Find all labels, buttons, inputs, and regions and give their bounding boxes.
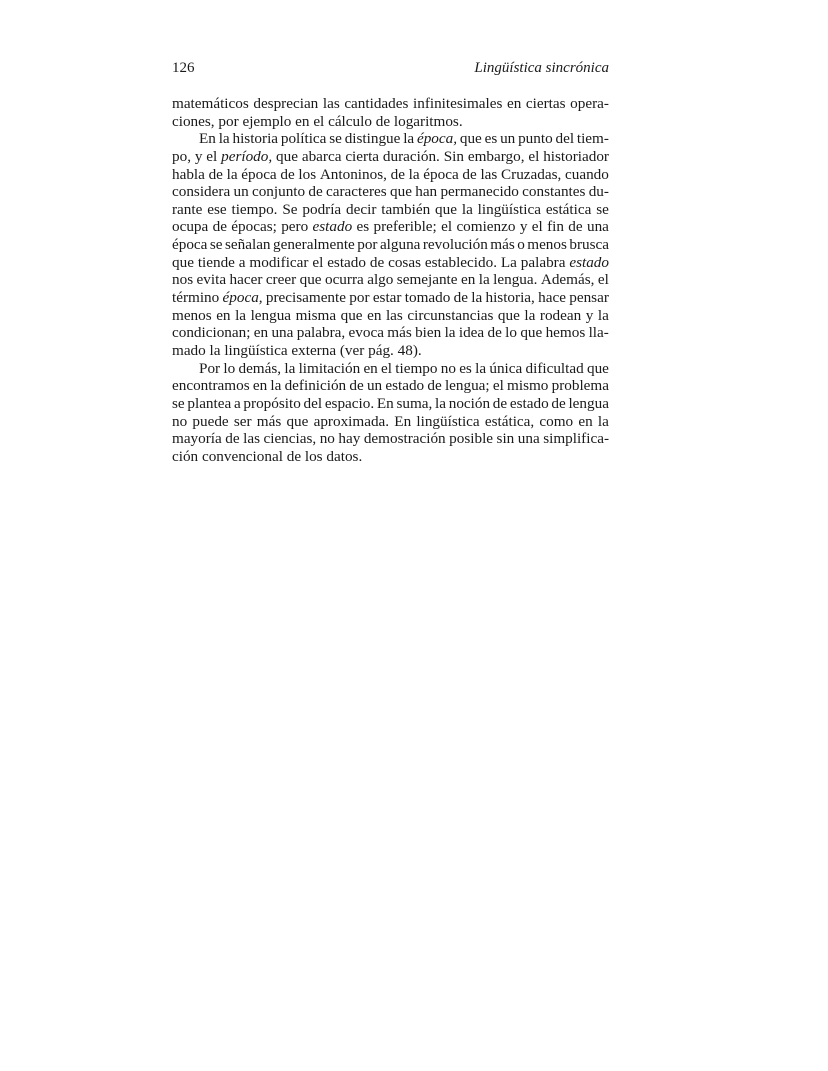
word: lingüística: [477, 200, 541, 218]
word: tiende: [197, 253, 235, 271]
word: Se: [282, 200, 298, 218]
page-number: 126: [172, 60, 195, 76]
word: tiem-: [576, 130, 609, 148]
word: condicionan;: [172, 324, 251, 342]
text-line: [172, 254, 609, 272]
word: en: [460, 271, 476, 289]
word: historiador: [543, 147, 609, 165]
word: comienzo: [456, 218, 516, 236]
word: conjunto: [251, 183, 306, 201]
word: de: [286, 447, 302, 465]
word: las: [243, 430, 260, 448]
text-line: [172, 307, 609, 325]
word: y: [585, 306, 594, 324]
word: se: [209, 236, 223, 254]
word: el: [597, 271, 609, 289]
word: tiempo.: [231, 200, 278, 218]
word: plantea: [187, 394, 232, 412]
word: un: [500, 130, 516, 148]
word: alguna: [379, 236, 421, 254]
word: hacer: [229, 271, 263, 289]
word: no: [440, 359, 456, 377]
text-line: [172, 324, 609, 342]
word: desprecian: [253, 95, 319, 112]
word: evita: [196, 271, 227, 289]
word: la: [475, 359, 487, 377]
word: de: [427, 377, 442, 395]
word: datos.: [326, 447, 363, 465]
word: modificar: [249, 253, 309, 271]
word: suma,: [396, 394, 433, 412]
text-line: [172, 95, 609, 113]
word: como: [539, 412, 574, 430]
word: de: [308, 183, 323, 201]
word: señalan: [224, 236, 271, 254]
word: lla-: [588, 324, 609, 342]
word: período,: [221, 147, 273, 165]
word: menos: [172, 306, 212, 324]
word: en: [216, 306, 231, 324]
word: por: [349, 289, 370, 307]
text-line: [172, 201, 609, 219]
word: cantidades: [344, 95, 409, 112]
word: que: [459, 130, 482, 148]
word: lengua;: [444, 377, 490, 395]
word: en: [578, 412, 593, 430]
word: el: [206, 147, 218, 165]
word: sin: [496, 430, 515, 448]
word: que: [497, 306, 520, 324]
word: noción: [448, 394, 491, 412]
word: precisamente: [265, 289, 346, 307]
word: época,: [222, 289, 263, 307]
word: algo: [367, 271, 394, 289]
word: del: [555, 130, 575, 148]
word: posible: [449, 430, 494, 448]
word: estado: [385, 377, 425, 395]
word: cierta: [345, 147, 380, 165]
word: abarca: [301, 147, 342, 165]
text-line: [172, 113, 609, 131]
word: idea: [458, 324, 485, 342]
word: la: [284, 359, 296, 377]
word: una: [517, 430, 540, 448]
word: menos: [527, 236, 567, 254]
word: ser: [233, 412, 252, 430]
word: han: [415, 183, 438, 201]
word: historia,: [485, 289, 535, 307]
word: lengua.: [493, 271, 538, 289]
word: cosas: [388, 253, 421, 271]
word: del: [303, 394, 323, 412]
word: demostración: [363, 430, 446, 448]
word: opera-: [570, 95, 609, 112]
text-line: [172, 395, 609, 413]
word: de: [369, 253, 385, 271]
word: palabra: [520, 253, 566, 271]
word: es: [484, 130, 498, 148]
word: decir: [346, 200, 377, 218]
text-line: [172, 377, 609, 395]
word: que: [276, 147, 298, 165]
word: estado: [327, 253, 366, 271]
word: la: [403, 130, 415, 148]
word: demás,: [238, 359, 282, 377]
word: estado: [312, 218, 353, 236]
text-line: [172, 413, 609, 431]
word: Antoninos,: [319, 165, 387, 183]
word: época,: [416, 130, 458, 148]
word: bien: [415, 324, 442, 342]
word: la: [524, 306, 536, 324]
word: es: [459, 359, 472, 377]
word: rante: [172, 200, 203, 218]
word: de: [453, 289, 468, 307]
word: estática,: [484, 412, 535, 430]
text-line: [172, 183, 609, 201]
word: no: [319, 430, 335, 448]
word: lingüística: [224, 341, 288, 359]
word: el: [531, 218, 543, 236]
word: la: [218, 130, 230, 148]
word: embargo,: [467, 147, 525, 165]
word: la: [461, 200, 473, 218]
text-line: [172, 448, 609, 466]
word: las: [322, 95, 340, 112]
word: de: [212, 218, 227, 236]
word: en: [367, 306, 382, 324]
word: matemáticos: [172, 95, 249, 112]
word: a: [233, 394, 241, 412]
word: a: [238, 253, 246, 271]
word: ese: [207, 200, 227, 218]
word: en: [253, 324, 269, 342]
text-line: [172, 166, 609, 184]
word: que: [172, 253, 194, 271]
word: no: [172, 412, 188, 430]
word: podría: [302, 200, 342, 218]
word: pág.: [368, 341, 394, 359]
word: pero: [281, 218, 309, 236]
word: simplifica-: [543, 430, 609, 448]
word: más: [387, 324, 412, 342]
running-title: Lingüística sincrónica: [474, 60, 609, 76]
word: de: [492, 394, 508, 412]
word: historia: [232, 130, 279, 148]
word: la: [444, 324, 456, 342]
word: considera: [172, 183, 231, 201]
word: una: [586, 218, 609, 236]
text-line: [172, 236, 609, 254]
word: tiempo: [395, 359, 438, 377]
word: caracteres: [326, 183, 387, 201]
word: punto: [518, 130, 553, 148]
word: de: [551, 394, 566, 412]
word: mismo: [507, 377, 549, 395]
word: por: [357, 236, 378, 254]
word: se: [172, 394, 185, 412]
running-header: [172, 60, 609, 82]
word: la: [408, 165, 420, 183]
word: por: [218, 112, 239, 130]
word: En: [199, 130, 216, 148]
word: época: [423, 165, 459, 183]
text-line: [172, 430, 609, 448]
word: en: [363, 359, 378, 377]
word: la: [597, 412, 609, 430]
word: definición: [284, 377, 347, 395]
word: problema: [551, 377, 609, 395]
word: una: [271, 324, 294, 342]
word: ciertas: [525, 95, 566, 112]
word: nos: [172, 271, 194, 289]
word: duración.: [382, 147, 440, 165]
word: única: [489, 359, 523, 377]
word: ejemplo: [242, 112, 292, 130]
word: propósito: [243, 394, 301, 412]
word: semejante: [396, 271, 458, 289]
word: circunstancias: [407, 306, 494, 324]
word: estar: [372, 289, 402, 307]
word: espacio.: [324, 394, 375, 412]
word: término: [172, 289, 220, 307]
word: y: [519, 218, 528, 236]
word: que: [586, 359, 609, 377]
word: aproximada.: [313, 412, 390, 430]
word: que: [435, 200, 457, 218]
word: en: [252, 377, 268, 395]
word: ciencias,: [263, 430, 317, 448]
text-line: [172, 342, 609, 360]
word: estado: [509, 394, 549, 412]
word: los: [298, 165, 317, 183]
word: hay: [338, 430, 361, 448]
word: lengua: [568, 394, 609, 412]
word: las: [385, 306, 403, 324]
word: es: [356, 218, 370, 236]
word: de: [487, 324, 502, 342]
word: de: [280, 165, 295, 183]
word: los: [304, 447, 323, 465]
word: puede: [192, 412, 229, 430]
word: en: [295, 112, 310, 130]
word: revolución: [422, 236, 488, 254]
word: lengua: [250, 306, 292, 324]
word: las: [480, 165, 498, 183]
body-text: [172, 95, 609, 465]
word: Cruzadas,: [501, 165, 562, 183]
word: un: [366, 377, 383, 395]
word: permanecido: [440, 183, 519, 201]
word: rodean: [539, 306, 582, 324]
text-line: [172, 130, 609, 148]
word: En: [376, 394, 394, 412]
word: lo: [505, 324, 517, 342]
text-line: [172, 271, 609, 289]
word: evoca: [348, 324, 384, 342]
word: se: [329, 130, 342, 148]
word: infinitesimales: [413, 95, 503, 112]
word: el: [312, 253, 324, 271]
word: fin: [547, 218, 564, 236]
word: épocas;: [231, 218, 277, 236]
word: palabra,: [296, 324, 346, 342]
word: política: [280, 130, 327, 148]
word: hemos: [545, 324, 586, 342]
text-line: [172, 148, 609, 166]
word: la: [209, 341, 221, 359]
word: constantes: [522, 183, 586, 201]
word: Sin: [443, 147, 464, 165]
word: que: [390, 183, 412, 201]
word: que: [299, 271, 322, 289]
word: en: [507, 95, 522, 112]
word: y: [194, 147, 203, 165]
word: limitación: [298, 359, 361, 377]
word: ocurra: [324, 271, 364, 289]
word: distingue: [344, 130, 401, 148]
word: mado: [172, 341, 206, 359]
word: po,: [172, 147, 191, 165]
word: estática: [545, 200, 592, 218]
word: la: [435, 394, 447, 412]
word: creer: [265, 271, 297, 289]
word: 48).: [397, 341, 422, 359]
word: misma: [295, 306, 337, 324]
word: lingüística: [416, 412, 480, 430]
word: el: [528, 147, 540, 165]
word: de: [208, 165, 223, 183]
word: habla: [172, 165, 205, 183]
word: generalmente: [272, 236, 355, 254]
word: de: [349, 377, 364, 395]
word: ciones,: [172, 112, 215, 130]
word: época: [241, 165, 277, 183]
word: también: [381, 200, 431, 218]
word: preferible;: [373, 218, 437, 236]
word: estado: [569, 253, 609, 271]
word: du-: [588, 183, 609, 201]
word: ocupa: [172, 218, 209, 236]
word: establecido.: [424, 253, 497, 271]
word: más: [490, 236, 515, 254]
word: la: [226, 165, 238, 183]
text-line: [172, 360, 609, 378]
word: ción: [172, 447, 199, 465]
word: convencional: [201, 447, 283, 465]
word: la: [270, 377, 282, 395]
word: el: [441, 218, 453, 236]
word: de: [390, 165, 405, 183]
word: hace: [538, 289, 566, 307]
word: el: [492, 377, 504, 395]
word: la: [235, 306, 247, 324]
book-page: [172, 60, 609, 465]
word: Por: [199, 359, 221, 377]
word: mayoría: [172, 430, 222, 448]
word: se: [596, 200, 609, 218]
word: cálculo: [328, 112, 372, 130]
word: lo: [223, 359, 236, 377]
word: logaritmos.: [393, 112, 463, 130]
word: de: [375, 112, 391, 130]
word: de: [225, 430, 240, 448]
word: o: [517, 236, 525, 254]
word: que: [286, 412, 309, 430]
word: externa: [291, 341, 337, 359]
word: el: [313, 112, 325, 130]
word: encontramos: [172, 377, 250, 395]
word: el: [381, 359, 393, 377]
word: En: [394, 412, 412, 430]
word: la: [597, 306, 609, 324]
word: de: [462, 165, 477, 183]
word: más: [256, 412, 282, 430]
word: la: [478, 271, 490, 289]
word: de: [568, 218, 583, 236]
text-line: [172, 218, 609, 236]
text-line: [172, 289, 609, 307]
word: un: [233, 183, 249, 201]
word: época: [172, 236, 208, 254]
word: dificultad: [525, 359, 584, 377]
word: que: [520, 324, 543, 342]
word: pensar: [569, 289, 609, 307]
word: Además,: [540, 271, 595, 289]
word: La: [500, 253, 517, 271]
word: que: [340, 306, 363, 324]
word: tomado: [404, 289, 451, 307]
word: la: [471, 289, 483, 307]
word: (ver: [339, 341, 365, 359]
word: cuando: [565, 165, 609, 183]
word: brusca: [569, 236, 609, 254]
